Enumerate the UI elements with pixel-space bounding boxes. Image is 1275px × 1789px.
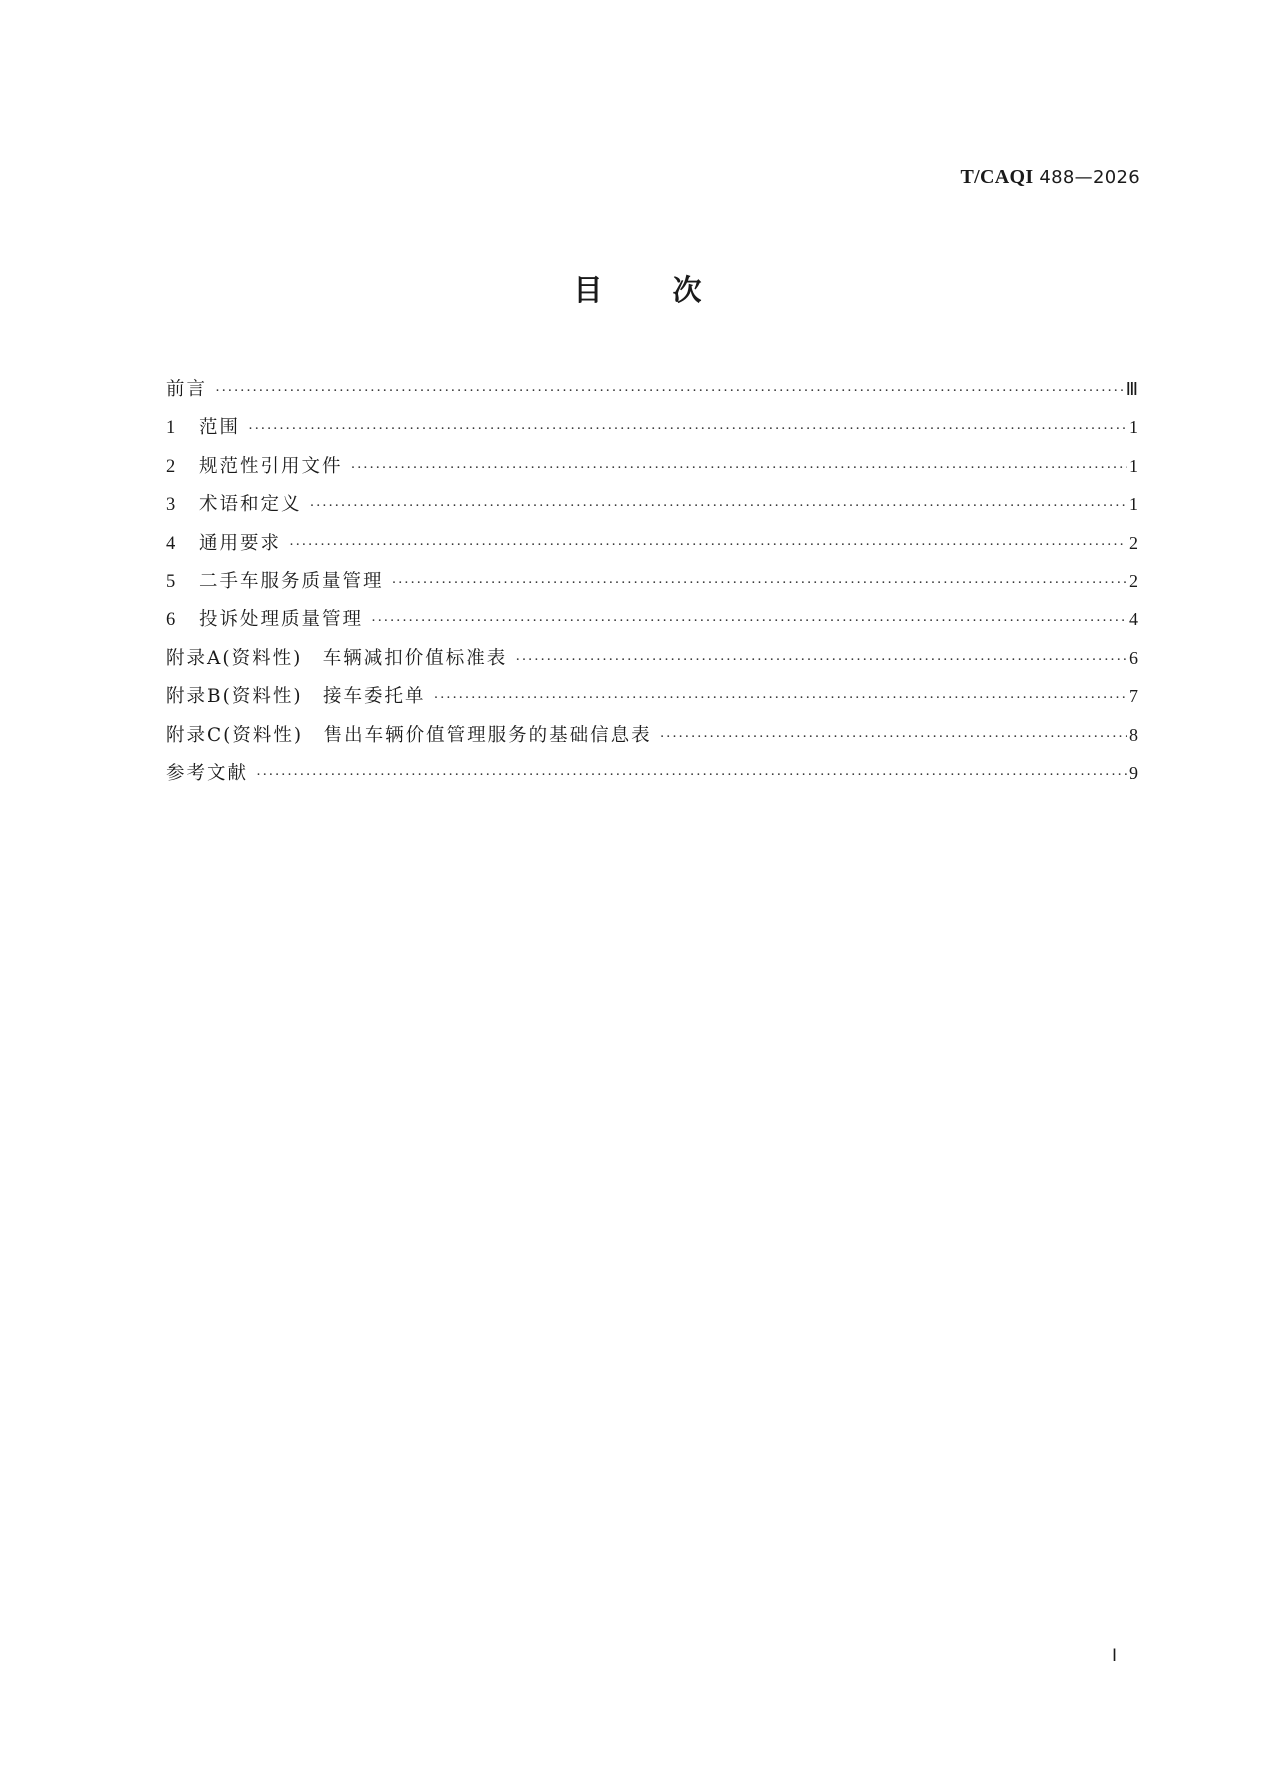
standard-number: 488—2026 xyxy=(1039,167,1140,188)
toc-entry-general-requirements[interactable] xyxy=(166,529,1138,567)
toc-entry-annex-a[interactable] xyxy=(166,644,1138,682)
toc-entry-scope[interactable] xyxy=(166,413,1138,451)
toc-entry-annex-c[interactable] xyxy=(166,721,1138,759)
toc-entry-page: 2 xyxy=(1129,570,1138,591)
toc-entry-label: 范围 xyxy=(199,417,241,439)
toc-entry-label: 投诉处理质量管理 xyxy=(199,609,364,631)
toc-entry-number: 3 xyxy=(166,495,176,516)
standard-prefix: T/CAQI xyxy=(960,166,1034,188)
toc-entry-label: 参考文献 xyxy=(166,762,249,784)
toc-entry-label: 通用要求 xyxy=(199,532,282,554)
toc-entry-number: 4 xyxy=(166,533,176,554)
dot-leader xyxy=(434,690,1127,707)
toc-entry-page: 7 xyxy=(1129,686,1138,707)
toc-entry-complaint-handling[interactable] xyxy=(166,605,1138,643)
toc-entry-page: 1 xyxy=(1129,494,1138,515)
dot-leader xyxy=(371,613,1127,630)
toc-entry-number: 1 xyxy=(166,418,176,439)
toc-entry-label: 规范性引用文件 xyxy=(199,455,343,477)
toc-entry-bibliography[interactable] xyxy=(166,759,1138,797)
dot-leader xyxy=(289,537,1127,554)
dot-leader xyxy=(660,729,1127,746)
toc-entry-label: 附录A(资料性) 车辆减扣价值标准表 xyxy=(166,647,508,669)
table-of-contents xyxy=(166,375,1138,797)
toc-entry-page: 4 xyxy=(1129,609,1138,630)
dot-leader xyxy=(310,498,1127,515)
toc-entry-annex-b[interactable] xyxy=(166,682,1138,720)
toc-entry-page: 9 xyxy=(1129,762,1138,783)
page-number: Ⅰ xyxy=(1111,1646,1117,1665)
dot-leader xyxy=(256,767,1127,784)
toc-entry-label: 术语和定义 xyxy=(199,494,302,516)
toc-entry-foreword[interactable] xyxy=(166,375,1138,413)
toc-entry-service-quality[interactable] xyxy=(166,567,1138,605)
toc-entry-page: 6 xyxy=(1129,647,1138,668)
toc-entry-label: 前言 xyxy=(166,379,208,400)
toc-entry-terms-definitions[interactable] xyxy=(166,490,1138,528)
toc-entry-label: 二手车服务质量管理 xyxy=(199,570,384,592)
dot-leader xyxy=(215,383,1124,400)
toc-entry-page: Ⅲ xyxy=(1125,379,1138,399)
toc-entry-number: 2 xyxy=(166,456,176,477)
dot-leader xyxy=(248,421,1127,438)
toc-entry-label: 附录C(资料性) 售出车辆价值管理服务的基础信息表 xyxy=(166,724,652,746)
dot-leader xyxy=(515,652,1127,669)
toc-entry-page: 1 xyxy=(1129,455,1138,476)
toc-entry-number: 5 xyxy=(166,571,176,592)
toc-entry-label: 附录B(资料性) 接车委托单 xyxy=(166,686,426,708)
standard-code xyxy=(960,166,1140,189)
toc-entry-normative-references[interactable] xyxy=(166,452,1138,490)
toc-entry-number: 6 xyxy=(166,610,176,631)
toc-entry-page: 2 xyxy=(1129,532,1138,553)
toc-entry-page: 1 xyxy=(1129,417,1138,438)
dot-leader xyxy=(351,460,1127,477)
dot-leader xyxy=(392,575,1127,592)
toc-title: 目次 xyxy=(573,273,772,307)
toc-entry-page: 8 xyxy=(1129,724,1138,745)
